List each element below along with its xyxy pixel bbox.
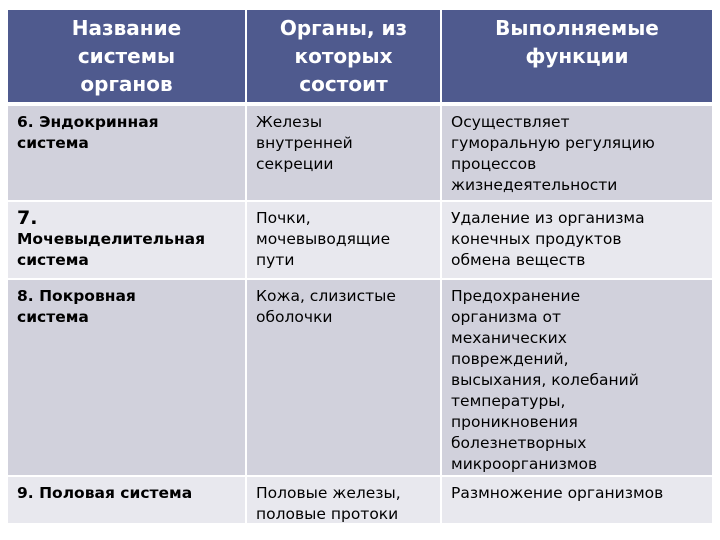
row-7-organs: Почки, мочевыводящие пути (247, 202, 442, 280)
row-6-organs: Железы внутренней секреции (247, 106, 442, 202)
header-functions: Выполняемые функции (442, 10, 712, 106)
row-9-functions: Размножение организмов (442, 477, 712, 525)
row-7-number: 7. (17, 207, 38, 229)
row-8-system: 8. Покровная система (8, 280, 247, 477)
organ-systems-table (8, 10, 712, 525)
row-7-functions: Удаление из организма конечных продуктов обмена веществ (442, 202, 712, 280)
row-6-system: 6. Эндокринная система (8, 106, 247, 202)
row-7-system-label: Мочевыделительная система (17, 230, 206, 269)
row-8-organs: Кожа, слизистые оболочки (247, 280, 442, 477)
row-6-functions: Осуществляет гуморальную регуляцию процессов жизнедеятельности (442, 106, 712, 202)
row-8-functions: Предохранение организма от механических повреждений, высыхания, колебаний температуры, проникновения болезнетворных микроорганизмов (442, 280, 712, 477)
header-system-name: Название системы органов (8, 10, 247, 106)
row-7-system (8, 202, 247, 280)
row-9-organs: Половые железы, половые протоки (247, 477, 442, 525)
header-organs: Органы, из которых состоит (247, 10, 442, 106)
row-9-system: 9. Половая система (8, 477, 247, 525)
